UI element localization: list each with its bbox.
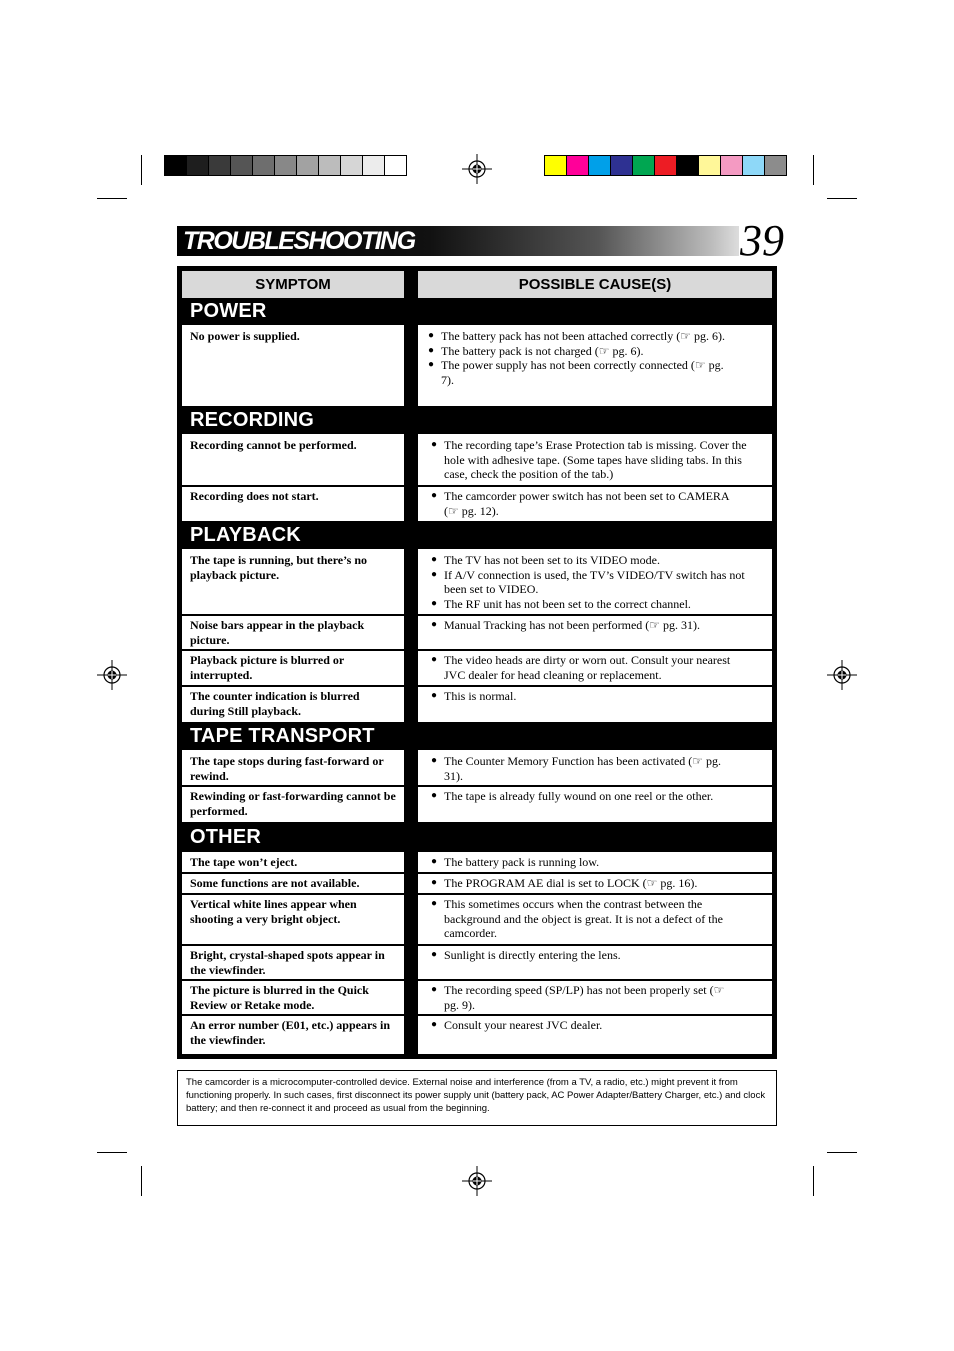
cause-item: ● Consult your nearest JVC dealer. — [431, 1018, 761, 1033]
table-row — [182, 687, 404, 722]
color-swatch — [720, 155, 743, 176]
crop-mark — [97, 1152, 127, 1153]
cause-text — [431, 653, 751, 682]
cause-text — [431, 983, 741, 1012]
section-title-playback: PLAYBACK — [190, 524, 301, 546]
cause-item: ● The battery pack is not charged (☞ pg. 6). — [428, 344, 733, 359]
cause-cell — [418, 1016, 772, 1054]
cause-text — [431, 789, 761, 804]
registration-mark-icon — [462, 1166, 492, 1196]
color-swatch — [764, 155, 787, 176]
color-swatch — [208, 155, 231, 176]
cause-cell — [418, 874, 772, 893]
crop-mark — [813, 155, 814, 185]
cause-text — [431, 689, 751, 704]
table-row — [182, 434, 404, 485]
cause-item: ● The video heads are dirty or worn out. Consult your nearest JVC dealer for head cleaning or replacement. — [431, 653, 751, 682]
color-swatch — [384, 155, 407, 176]
cause-text — [431, 438, 751, 482]
cause-item: ● Manual Tracking has not been performed (☞ pg. 31). — [431, 618, 761, 633]
cause-text — [431, 1018, 761, 1033]
table-row — [182, 325, 404, 406]
cause-cell — [418, 895, 772, 944]
symptom-text: Noise bars appear in the playback picture. — [190, 618, 365, 647]
color-swatch — [654, 155, 677, 176]
cause-item: ● The Counter Memory Function has been activated (☞ pg. 31). — [431, 754, 731, 783]
table-row — [182, 787, 404, 822]
symptom-text: Bright, crystal-shaped spots appear in the viewfinder. — [190, 948, 385, 977]
color-swatch — [274, 155, 297, 176]
crop-mark — [97, 198, 127, 199]
cause-cell — [418, 549, 772, 614]
cause-item: ● The recording speed (SP/LP) has not been properly set (☞ pg. 9). — [431, 983, 741, 1012]
color-swatch — [698, 155, 721, 176]
table-row — [182, 1016, 404, 1054]
cause-text — [428, 329, 733, 387]
page-title: TROUBLESHOOTING — [183, 227, 415, 255]
table-row — [182, 616, 404, 649]
cause-cell — [418, 852, 772, 872]
color-swatch — [676, 155, 699, 176]
table-row — [182, 946, 404, 979]
crop-mark — [827, 1152, 857, 1153]
crop-mark — [141, 1166, 142, 1196]
cause-text — [431, 948, 761, 963]
cause-cell — [418, 434, 772, 485]
color-swatch — [340, 155, 363, 176]
crop-mark — [813, 1166, 814, 1196]
table-row — [182, 895, 404, 944]
cause-cell — [418, 981, 772, 1014]
cause-item: ● The camcorder power switch has not been set to CAMERA (☞ pg. 12). — [431, 489, 731, 518]
color-swatch — [544, 155, 567, 176]
cause-item: ● The RF unit has not been set to the correct channel. — [431, 597, 761, 612]
cause-cell — [418, 946, 772, 979]
cause-item: ● This is normal. — [431, 689, 751, 704]
table-row — [182, 852, 404, 872]
cause-text — [431, 489, 731, 518]
symptom-text: The picture is blurred in the Quick Review or Retake mode. — [190, 983, 369, 1012]
symptom-text: Recording cannot be performed. — [190, 438, 357, 452]
symptom-text: The tape won’t eject. — [190, 855, 298, 869]
cause-cell — [418, 687, 772, 722]
footer-note: The camcorder is a microcomputer-controlled device. External noise and interference (from a TV, a radio, etc.) might prevent it from functioning properly. In such cases, first disconnect its power supply unit (battery pack, AC Power Adapter/Battery Charger, etc.) and clock battery; and then re-connect it and proceed as usual from the beginning. — [177, 1070, 777, 1126]
color-swatch — [164, 155, 187, 176]
color-swatch — [296, 155, 319, 176]
symptom-text: The tape stops during fast-forward or rewind. — [190, 754, 384, 783]
cause-cell — [418, 750, 772, 785]
registration-mark-icon — [462, 154, 492, 184]
cause-header: POSSIBLE CAUSE(S) — [418, 271, 772, 298]
table-row — [182, 651, 404, 685]
color-swatch — [230, 155, 253, 176]
symptom-text: Recording does not start. — [190, 489, 319, 503]
color-swatch — [742, 155, 765, 176]
page-number: 39 — [740, 216, 784, 265]
section-title-tape-transport: TAPE TRANSPORT — [190, 725, 375, 747]
cause-cell — [418, 325, 772, 406]
cause-item: ● The battery pack is running low. — [431, 855, 761, 870]
symptom-text: The counter indication is blurred during Still playback. — [190, 689, 360, 718]
cause-item: ● This sometimes occurs when the contrast between the background and the object is great. It is not a defect of the camcorder. — [431, 897, 751, 941]
cause-text — [431, 618, 761, 633]
symptom-text: The tape is running, but there’s no playback picture. — [190, 553, 368, 582]
cause-item: ● Sunlight is directly entering the lens. — [431, 948, 761, 963]
symptom-header: SYMPTOM — [182, 271, 404, 298]
cause-cell — [418, 487, 772, 521]
symptom-text: Some functions are not available. — [190, 876, 360, 890]
cause-item: ● The recording tape’s Erase Protection tab is missing. Cover the hole with adhesive tape. (Some tapes have sliding tabs. In this case, check the position of the tab.) — [431, 438, 751, 482]
symptom-text: Rewinding or fast-forwarding cannot be performed. — [190, 789, 396, 818]
cause-item: ● The TV has not been set to its VIDEO mode. — [431, 553, 761, 568]
cause-cell — [418, 616, 772, 649]
table-row — [182, 981, 404, 1014]
section-title-recording: RECORDING — [190, 409, 315, 431]
symptom-text: Vertical white lines appear when shooting a very bright object. — [190, 897, 357, 926]
cause-item: ● The PROGRAM AE dial is set to LOCK (☞ pg. 16). — [431, 876, 761, 891]
registration-mark-icon — [97, 660, 127, 690]
cause-item: ● The power supply has not been correctly connected (☞ pg. 7). — [428, 358, 733, 387]
cause-item: ● The tape is already fully wound on one reel or the other. — [431, 789, 761, 804]
symptom-text: An error number (E01, etc.) appears in the viewfinder. — [190, 1018, 390, 1047]
troubleshooting-table — [177, 266, 777, 1059]
table-row — [182, 487, 404, 521]
color-swatch — [588, 155, 611, 176]
table-row — [182, 750, 404, 785]
cause-text — [431, 855, 761, 870]
color-swatch — [632, 155, 655, 176]
table-row — [182, 874, 404, 893]
color-swatch — [186, 155, 209, 176]
symptom-text: Playback picture is blurred or interrupted. — [190, 653, 345, 682]
color-swatch — [362, 155, 385, 176]
cause-cell — [418, 651, 772, 685]
cause-item: ● If A/V connection is used, the TV’s VIDEO/TV switch has not been set to VIDEO. — [431, 568, 761, 597]
registration-mark-icon — [827, 660, 857, 690]
cause-text — [431, 897, 751, 941]
color-swatch — [566, 155, 589, 176]
cause-item: ● The battery pack has not been attached correctly (☞ pg. 6). — [428, 329, 733, 344]
section-title-power: POWER — [190, 300, 267, 322]
cause-cell — [418, 787, 772, 822]
section-title-other: OTHER — [190, 826, 261, 848]
crop-mark — [141, 155, 142, 185]
symptom-text: No power is supplied. — [190, 329, 300, 343]
color-swatch — [610, 155, 633, 176]
crop-mark — [827, 198, 857, 199]
color-swatch — [252, 155, 275, 176]
table-row — [182, 549, 404, 614]
cause-text — [431, 876, 761, 891]
cause-text — [431, 553, 761, 611]
cause-text — [431, 754, 731, 783]
color-swatch — [318, 155, 341, 176]
